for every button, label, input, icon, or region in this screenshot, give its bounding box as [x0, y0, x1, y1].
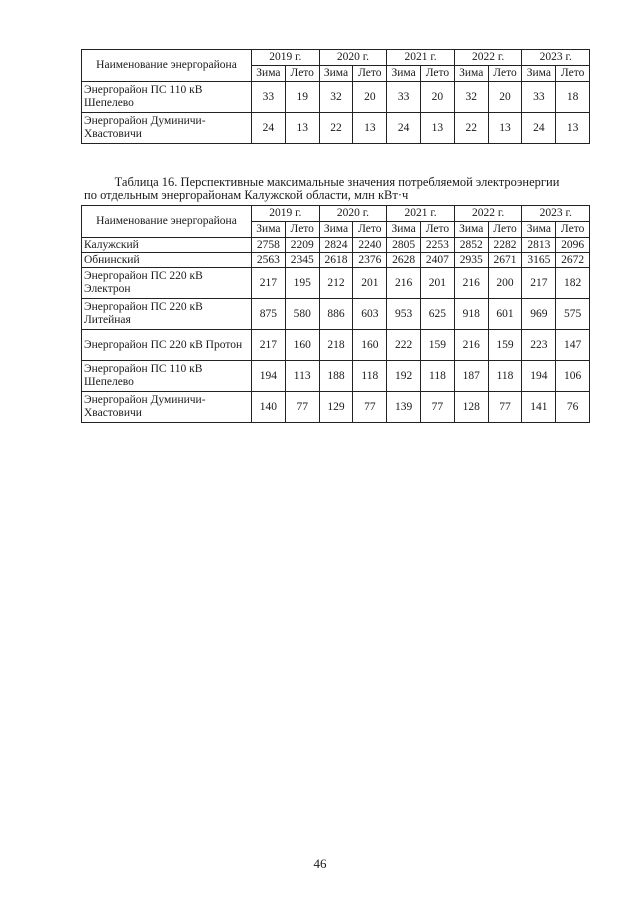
value-cell: 182	[556, 268, 590, 299]
table-row	[82, 330, 590, 361]
table-row	[82, 392, 590, 423]
value-cell: 625	[421, 299, 455, 330]
value-cell: 216	[387, 268, 421, 299]
value-cell: 2407	[421, 253, 455, 268]
value-cell: 2563	[252, 253, 286, 268]
season-summer: Лето	[285, 66, 319, 82]
value-cell: 147	[556, 330, 590, 361]
value-cell: 953	[387, 299, 421, 330]
row-name: Энергорайон ПС 220 кВ Электрон	[82, 268, 252, 299]
value-cell: 13	[285, 113, 319, 144]
value-cell: 223	[522, 330, 556, 361]
value-cell: 22	[319, 113, 353, 144]
value-cell: 13	[556, 113, 590, 144]
table-row	[82, 361, 590, 392]
season-summer: Лето	[421, 66, 455, 82]
value-cell: 2671	[488, 253, 522, 268]
caption-line-2: по отдельным энергорайонам Калужской области, млн кВт·ч	[84, 188, 409, 202]
value-cell: 216	[454, 268, 488, 299]
value-cell: 77	[488, 392, 522, 423]
value-cell: 200	[488, 268, 522, 299]
season-winter: Зима	[522, 222, 556, 238]
value-cell: 20	[488, 82, 522, 113]
value-cell: 2852	[454, 238, 488, 253]
table-row	[82, 268, 590, 299]
table-row	[82, 253, 590, 268]
value-cell: 118	[488, 361, 522, 392]
table-16	[81, 205, 590, 423]
value-cell: 77	[285, 392, 319, 423]
value-cell: 2282	[488, 238, 522, 253]
row-name: Энергорайон ПС 110 кВ Шепелево	[82, 82, 252, 113]
value-cell: 32	[454, 82, 488, 113]
value-cell: 194	[522, 361, 556, 392]
name-header: Наименование энергорайона	[82, 206, 252, 238]
row-name: Калужский	[82, 238, 252, 253]
season-winter: Зима	[319, 222, 353, 238]
value-cell: 201	[421, 268, 455, 299]
value-cell: 2672	[556, 253, 590, 268]
value-cell: 918	[454, 299, 488, 330]
row-name: Энергорайон ПС 220 кВ Протон	[82, 330, 252, 361]
value-cell: 24	[387, 113, 421, 144]
value-cell: 2240	[353, 238, 387, 253]
value-cell: 32	[319, 82, 353, 113]
value-cell: 19	[285, 82, 319, 113]
season-summer: Лето	[488, 222, 522, 238]
value-cell: 217	[252, 330, 286, 361]
value-cell: 2209	[285, 238, 319, 253]
row-name: Энергорайон Думиничи-Хвастовичи	[82, 113, 252, 144]
year-header: 2022 г.	[454, 206, 522, 222]
name-header: Наименование энергорайона	[82, 50, 252, 82]
season-winter: Зима	[522, 66, 556, 82]
value-cell: 188	[319, 361, 353, 392]
value-cell: 33	[252, 82, 286, 113]
season-winter: Зима	[252, 222, 286, 238]
value-cell: 3165	[522, 253, 556, 268]
value-cell: 106	[556, 361, 590, 392]
row-name: Энергорайон ПС 220 кВ Литейная	[82, 299, 252, 330]
value-cell: 139	[387, 392, 421, 423]
table-caption	[84, 176, 590, 202]
table-row	[82, 299, 590, 330]
value-cell: 875	[252, 299, 286, 330]
value-cell: 160	[285, 330, 319, 361]
season-summer: Лето	[285, 222, 319, 238]
value-cell: 141	[522, 392, 556, 423]
season-summer: Лето	[556, 222, 590, 238]
page-number: 46	[313, 856, 327, 871]
year-header: 2023 г.	[522, 206, 590, 222]
value-cell: 13	[488, 113, 522, 144]
season-winter: Зима	[387, 222, 421, 238]
value-cell: 222	[387, 330, 421, 361]
year-header: 2020 г.	[319, 206, 387, 222]
season-winter: Зима	[387, 66, 421, 82]
value-cell: 76	[556, 392, 590, 423]
value-cell: 187	[454, 361, 488, 392]
value-cell: 118	[421, 361, 455, 392]
value-cell: 2935	[454, 253, 488, 268]
value-cell: 218	[319, 330, 353, 361]
value-cell: 128	[454, 392, 488, 423]
season-summer: Лето	[556, 66, 590, 82]
year-header: 2021 г.	[387, 50, 455, 66]
value-cell: 2824	[319, 238, 353, 253]
value-cell: 2345	[285, 253, 319, 268]
value-cell: 2758	[252, 238, 286, 253]
value-cell: 20	[353, 82, 387, 113]
value-cell: 2253	[421, 238, 455, 253]
value-cell: 969	[522, 299, 556, 330]
value-cell: 118	[353, 361, 387, 392]
value-cell: 33	[522, 82, 556, 113]
year-header: 2021 г.	[387, 206, 455, 222]
value-cell: 212	[319, 268, 353, 299]
value-cell: 195	[285, 268, 319, 299]
value-cell: 18	[556, 82, 590, 113]
value-cell: 192	[387, 361, 421, 392]
value-cell: 201	[353, 268, 387, 299]
season-summer: Лето	[488, 66, 522, 82]
value-cell: 2376	[353, 253, 387, 268]
value-cell: 20	[421, 82, 455, 113]
value-cell: 2628	[387, 253, 421, 268]
season-summer: Лето	[353, 222, 387, 238]
value-cell: 575	[556, 299, 590, 330]
value-cell: 2096	[556, 238, 590, 253]
year-header: 2023 г.	[522, 50, 590, 66]
value-cell: 22	[454, 113, 488, 144]
row-name: Энергорайон ПС 110 кВ Шепелево	[82, 361, 252, 392]
season-winter: Зима	[252, 66, 286, 82]
value-cell: 603	[353, 299, 387, 330]
value-cell: 217	[252, 268, 286, 299]
year-header: 2019 г.	[252, 50, 320, 66]
value-cell: 77	[353, 392, 387, 423]
table-1	[81, 49, 590, 144]
value-cell: 113	[285, 361, 319, 392]
season-winter: Зима	[319, 66, 353, 82]
value-cell: 2813	[522, 238, 556, 253]
table-row	[82, 238, 590, 253]
value-cell: 24	[252, 113, 286, 144]
value-cell: 160	[353, 330, 387, 361]
value-cell: 140	[252, 392, 286, 423]
row-name: Обнинский	[82, 253, 252, 268]
value-cell: 2805	[387, 238, 421, 253]
season-winter: Зима	[454, 66, 488, 82]
value-cell: 2618	[319, 253, 353, 268]
value-cell: 13	[421, 113, 455, 144]
value-cell: 886	[319, 299, 353, 330]
season-summer: Лето	[421, 222, 455, 238]
value-cell: 601	[488, 299, 522, 330]
value-cell: 194	[252, 361, 286, 392]
value-cell: 33	[387, 82, 421, 113]
value-cell: 77	[421, 392, 455, 423]
season-summer: Лето	[353, 66, 387, 82]
caption-line-1: Таблица 16. Перспективные максимальные значения потребляемой электроэнергии	[114, 175, 560, 189]
table-row	[82, 113, 590, 144]
year-header: 2019 г.	[252, 206, 320, 222]
row-name: Энергорайон Думиничи-Хвастовичи	[82, 392, 252, 423]
table-row	[82, 82, 590, 113]
value-cell: 129	[319, 392, 353, 423]
value-cell: 13	[353, 113, 387, 144]
year-header: 2022 г.	[454, 50, 522, 66]
value-cell: 159	[421, 330, 455, 361]
value-cell: 24	[522, 113, 556, 144]
value-cell: 159	[488, 330, 522, 361]
year-header: 2020 г.	[319, 50, 387, 66]
season-winter: Зима	[454, 222, 488, 238]
value-cell: 580	[285, 299, 319, 330]
value-cell: 216	[454, 330, 488, 361]
value-cell: 217	[522, 268, 556, 299]
